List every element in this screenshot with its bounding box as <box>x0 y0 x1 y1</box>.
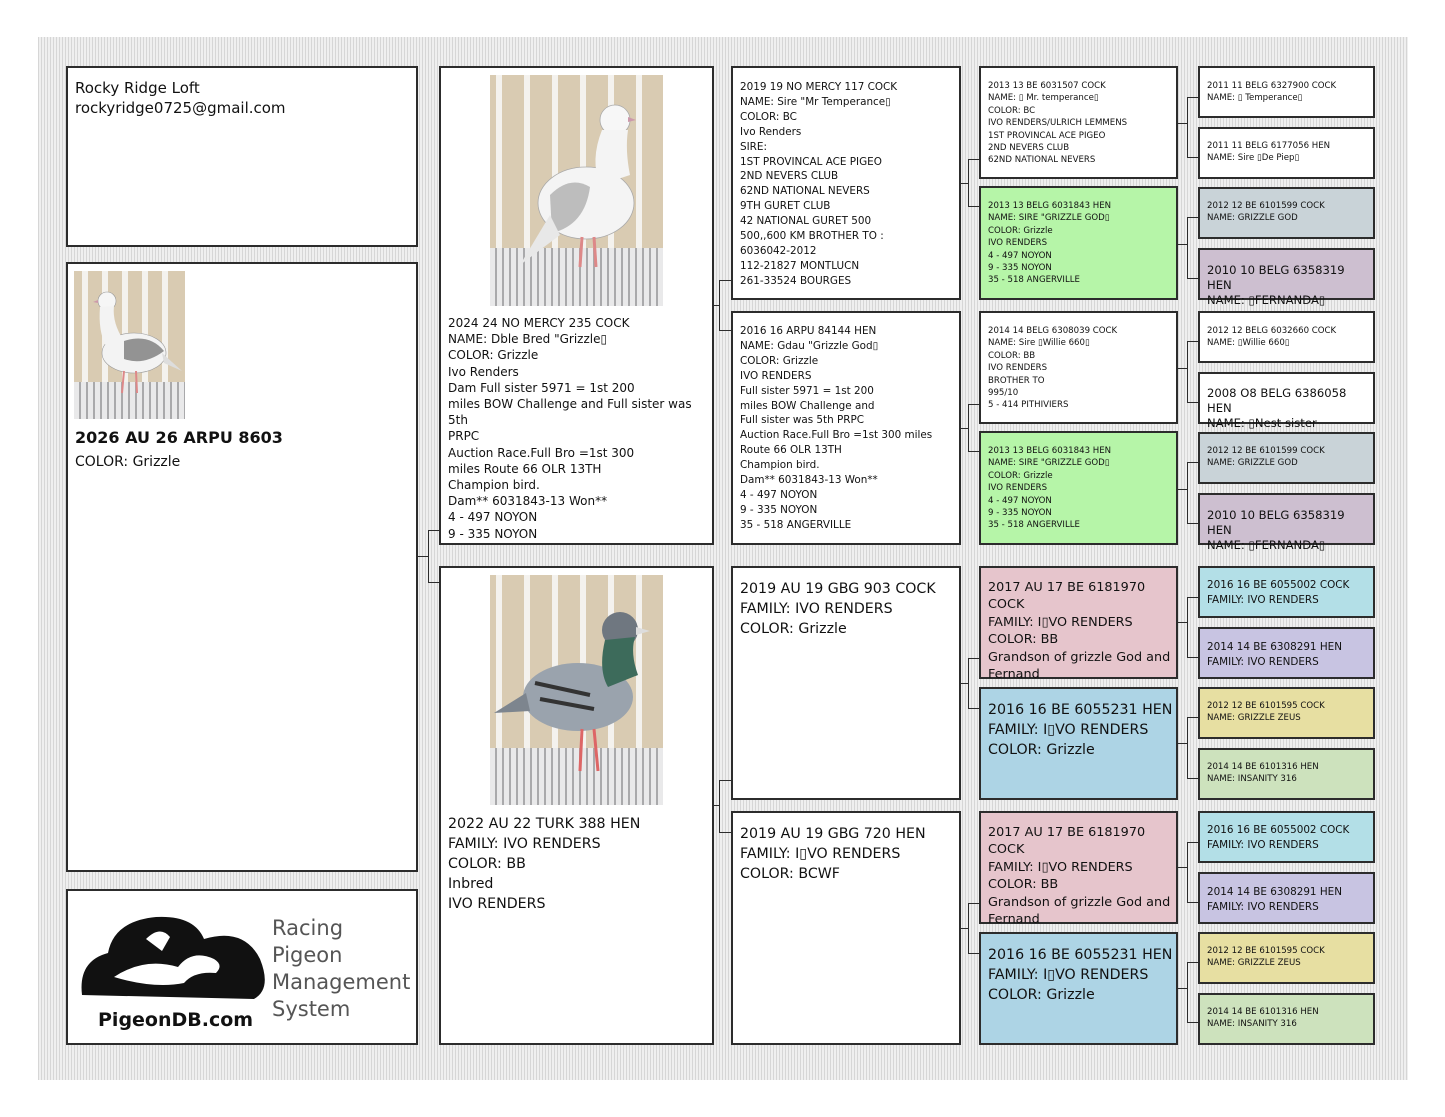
sire-box <box>439 66 714 545</box>
gen4-b7 <box>1198 932 1375 984</box>
pigeon-icon <box>490 75 663 306</box>
connector-line <box>1187 97 1198 98</box>
connector-line <box>1187 962 1188 1023</box>
gen3-ssd <box>979 186 1178 300</box>
gen3-sdd-text: 2013 13 BELG 6031843 HEN NAME: SIRE "GRIZZLE GOD▯ COLOR: Grizzle IVO RENDERS 4 - 497 NOYON 9 - 335 NOYON 35 - 518 ANGERVILLE <box>988 446 1112 531</box>
connector-line <box>1187 157 1198 158</box>
connector-line <box>1178 622 1187 623</box>
connector-line <box>1187 341 1188 403</box>
connector-line <box>961 428 968 429</box>
connector-line <box>1187 717 1198 718</box>
connector-line <box>1187 1022 1198 1023</box>
gen4-b2 <box>1198 627 1375 679</box>
connector-line <box>1187 217 1198 218</box>
connector-line <box>719 832 731 833</box>
gen4-b4-text: 2014 14 BE 6101316 HEN NAME: INSANITY 316 <box>1207 762 1319 785</box>
gen4-a1-text: 2011 11 BELG 6327900 COCK NAME: ▯ Temperance▯ <box>1207 81 1337 104</box>
owner-email: rockyridge0725@gmail.com <box>75 99 286 117</box>
connector-line <box>719 780 720 833</box>
logo-line3: System <box>272 997 351 1021</box>
gen4-a7-text: 2012 12 BE 6101599 COCK NAME: GRIZZLE GOD <box>1207 446 1325 469</box>
connector-line <box>719 780 731 781</box>
gen4-b1-text: 2016 16 BE 6055002 COCK FAMILY: IVO RENDERS <box>1207 579 1350 606</box>
gen4-b5 <box>1198 811 1375 863</box>
gen4-a6-text: 2008 O8 BELG 6386058 HEN NAME: ▯Nest sister <box>1207 386 1347 430</box>
connector-line <box>1187 717 1188 779</box>
logo-box <box>66 889 418 1045</box>
gen4-b6 <box>1198 872 1375 924</box>
gen4-a3 <box>1198 187 1375 239</box>
gen3-dss <box>979 566 1178 683</box>
connector-line <box>1187 523 1198 524</box>
gen4-b3-text: 2012 12 BE 6101595 COCK NAME: GRIZZLE ZEUS <box>1207 701 1325 724</box>
gen4-a8-text: 2010 10 BELG 6358319 HEN NAME: ▯FERNANDA▯ <box>1207 508 1345 552</box>
gen3-ddd-text: 2016 16 BE 6055231 HEN FAMILY: I▯VO RENDERS COLOR: Grizzle <box>988 947 1173 1003</box>
dam-box <box>439 566 714 1045</box>
connector-line <box>1187 962 1198 963</box>
connector-line <box>961 928 968 929</box>
gen4-b8 <box>1198 993 1375 1045</box>
connector-line <box>968 404 979 405</box>
dam-info: 2022 AU 22 TURK 388 HEN FAMILY: IVO RENDERS COLOR: BB Inbred IVO RENDERS <box>448 816 641 912</box>
connector-line <box>968 903 969 954</box>
connector-line <box>1187 217 1188 279</box>
connector-line <box>1178 123 1187 124</box>
gen4-b1 <box>1198 566 1375 618</box>
gen4-a6 <box>1198 372 1375 430</box>
gen2-dam-sire <box>731 566 961 800</box>
connector-line <box>1187 402 1198 403</box>
dam-photo <box>490 575 663 805</box>
connector-line <box>1178 743 1187 744</box>
connector-line <box>1178 368 1187 369</box>
connector-line <box>428 530 429 583</box>
gen4-a4-text: 2010 10 BELG 6358319 HEN NAME: ▯FERNANDA▯ <box>1207 263 1345 307</box>
subject-photo <box>74 271 185 419</box>
subject-band: 2026 AU 26 ARPU 8603 <box>75 428 283 447</box>
connector-line <box>968 206 979 207</box>
logo-line2: Management <box>272 970 411 994</box>
gen3-dsd-text: 2016 16 BE 6055231 HEN FAMILY: I▯VO RENDERS COLOR: Grizzle <box>988 702 1173 758</box>
gen4-a5-text: 2012 12 BELG 6032660 COCK NAME: ▯Willie 660▯ <box>1207 326 1337 349</box>
sire-info: 2024 24 NO MERCY 235 COCK NAME: Dble Bred "Grizzle▯ COLOR: Grizzle Ivo Renders Dam Full sister 5971 = 1st 200 miles BOW Challenge and Full sister was 5th PRPC Auction Race.Full Bro =1st 300 miles Route 66 OLR 13TH Champion bird. Dam** 6031843-13 Won** 4 - 497 NOYON 9 - 335 NOYON <box>448 316 692 541</box>
gen2-sire-sire <box>731 66 961 300</box>
gen4-b4 <box>1198 748 1375 800</box>
gen3-ssd-text: 2013 13 BELG 6031843 HEN NAME: SIRE "GRIZZLE GOD▯ COLOR: Grizzle IVO RENDERS 4 - 497 NOYON 9 - 335 NOYON 35 - 518 ANGERVILLE <box>988 201 1112 286</box>
gen3-dds <box>979 811 1178 928</box>
connector-line <box>1178 988 1187 989</box>
loft-name: Rocky Ridge Loft <box>75 79 200 97</box>
gen4-a2-text: 2011 11 BELG 6177056 HEN NAME: Sire ▯De Piep▯ <box>1207 141 1331 164</box>
connector-line <box>968 404 969 452</box>
gen4-b6-text: 2014 14 BE 6308291 HEN FAMILY: IVO RENDERS <box>1207 886 1342 913</box>
gen4-b3 <box>1198 687 1375 739</box>
gen4-a1 <box>1198 66 1375 118</box>
connector-line <box>1187 657 1198 658</box>
connector-line <box>1187 97 1188 158</box>
logo-line1: Racing Pigeon <box>272 916 344 967</box>
gen3-ddd <box>979 932 1178 1045</box>
gen4-b2-text: 2014 14 BE 6308291 HEN FAMILY: IVO RENDERS <box>1207 641 1342 668</box>
connector-line <box>968 903 979 904</box>
gen3-sdd <box>979 431 1178 545</box>
connector-line <box>1187 462 1198 463</box>
connector-line <box>1187 842 1188 903</box>
gen4-b7-text: 2012 12 BE 6101595 COCK NAME: GRIZZLE ZEUS <box>1207 946 1325 969</box>
gen4-b5-text: 2016 16 BE 6055002 COCK FAMILY: IVO RENDERS <box>1207 824 1350 851</box>
gen2-sire-dam-text: 2016 16 ARPU 84144 HEN NAME: Gdau "Grizzle God▯ COLOR: Grizzle IVO RENDERS Full sister 5971 = 1st 200 miles BOW Challenge and Full sister was 5th PRPC Auction Race.Full Bro =1st 300 miles Route 66 OLR 13TH Champion bird. Dam** 6031843-13 Won** 4 - 497 NOYON 9 - 335 NOYON 35 - 518 ANGERVILLE <box>740 325 933 531</box>
gen3-dss-text: 2017 AU 17 BE 6181970 COCK FAMILY: I▯VO RENDERS COLOR: BB Grandson of grizzle God and Fernand <box>988 580 1171 683</box>
connector-line <box>1187 462 1188 524</box>
gen3-sss <box>979 66 1178 179</box>
connector-line <box>1187 597 1198 598</box>
connector-line <box>1178 867 1187 868</box>
gen2-dam-dam-text: 2019 AU 19 GBG 720 HEN FAMILY: I▯VO RENDERS COLOR: BCWF <box>740 826 926 882</box>
pigeondb-logo <box>74 899 274 1009</box>
pigeon-icon <box>74 271 185 419</box>
connector-line <box>1187 842 1198 843</box>
gen3-dds-text: 2017 AU 17 BE 6181970 COCK FAMILY: I▯VO RENDERS COLOR: BB Grandson of grizzle God and Fernand <box>988 825 1171 928</box>
connector-line <box>968 658 969 709</box>
gen2-dam-sire-text: 2019 AU 19 GBG 903 COCK FAMILY: IVO RENDERS COLOR: Grizzle <box>740 581 936 637</box>
connector-line <box>1178 244 1187 245</box>
gen4-a5 <box>1198 311 1375 363</box>
gen3-dsd <box>979 687 1178 800</box>
gen3-sds-text: 2014 14 BELG 6308039 COCK NAME: Sire ▯Willie 660▯ COLOR: BB IVO RENDERS BROTHER TO 995/10 5 - 414 PITHIVIERS <box>988 326 1118 411</box>
connector-line <box>968 658 979 659</box>
gen4-b8-text: 2014 14 BE 6101316 HEN NAME: INSANITY 316 <box>1207 1007 1319 1030</box>
connector-line <box>719 280 720 331</box>
logo-site: PigeonDB.com <box>98 1009 254 1031</box>
connector-line <box>961 683 968 684</box>
connector-line <box>428 530 439 531</box>
connector-line <box>719 280 731 281</box>
gen3-sds <box>979 311 1178 424</box>
connector-line <box>428 582 439 583</box>
connector-line <box>418 556 428 557</box>
subject-box <box>66 262 418 872</box>
connector-line <box>1187 902 1198 903</box>
gen4-a7 <box>1198 432 1375 484</box>
connector-line <box>968 708 979 709</box>
subject-color: COLOR: Grizzle <box>75 454 181 470</box>
gen3-sss-text: 2013 13 BE 6031507 COCK NAME: ▯ Mr. temperance▯ COLOR: BC IVO RENDERS/ULRICH LEMMENS 1ST PROVINCAL ACE PIGEO 2ND NEVERS CLUB 62ND NATIONAL NEVERS <box>988 81 1128 166</box>
connector-line <box>968 953 979 954</box>
connector-line <box>1178 489 1187 490</box>
connector-line <box>719 330 731 331</box>
connector-line <box>1187 278 1198 279</box>
gen2-sire-dam <box>731 311 961 545</box>
owner-box <box>66 66 418 247</box>
gen4-a3-text: 2012 12 BE 6101599 COCK NAME: GRIZZLE GOD <box>1207 201 1325 224</box>
connector-line <box>1187 778 1198 779</box>
pigeon-icon <box>490 575 663 805</box>
sire-photo <box>490 75 663 306</box>
connector-line <box>1187 341 1198 342</box>
connector-line <box>968 159 979 160</box>
connector-line <box>1187 597 1188 658</box>
gen4-a2 <box>1198 127 1375 179</box>
gen2-dam-dam <box>731 811 961 1045</box>
connector-line <box>961 183 968 184</box>
gen4-a4 <box>1198 248 1375 307</box>
connector-line <box>968 159 969 207</box>
gen4-a8 <box>1198 493 1375 552</box>
connector-line <box>968 451 979 452</box>
gen2-sire-sire-text: 2019 19 NO MERCY 117 COCK NAME: Sire "Mr Temperance▯ COLOR: BC Ivo Renders SIRE: 1ST PROVINCAL ACE PIGEO 2ND NEVERS CLUB 62ND NATIONAL NEVERS 9TH GURET CLUB 42 NATIONAL GURET 500 500,,600 KM BROTHER TO : 6036042-2012 112-21827 MONTLUCN 261-33524 BOURGES <box>740 81 898 287</box>
